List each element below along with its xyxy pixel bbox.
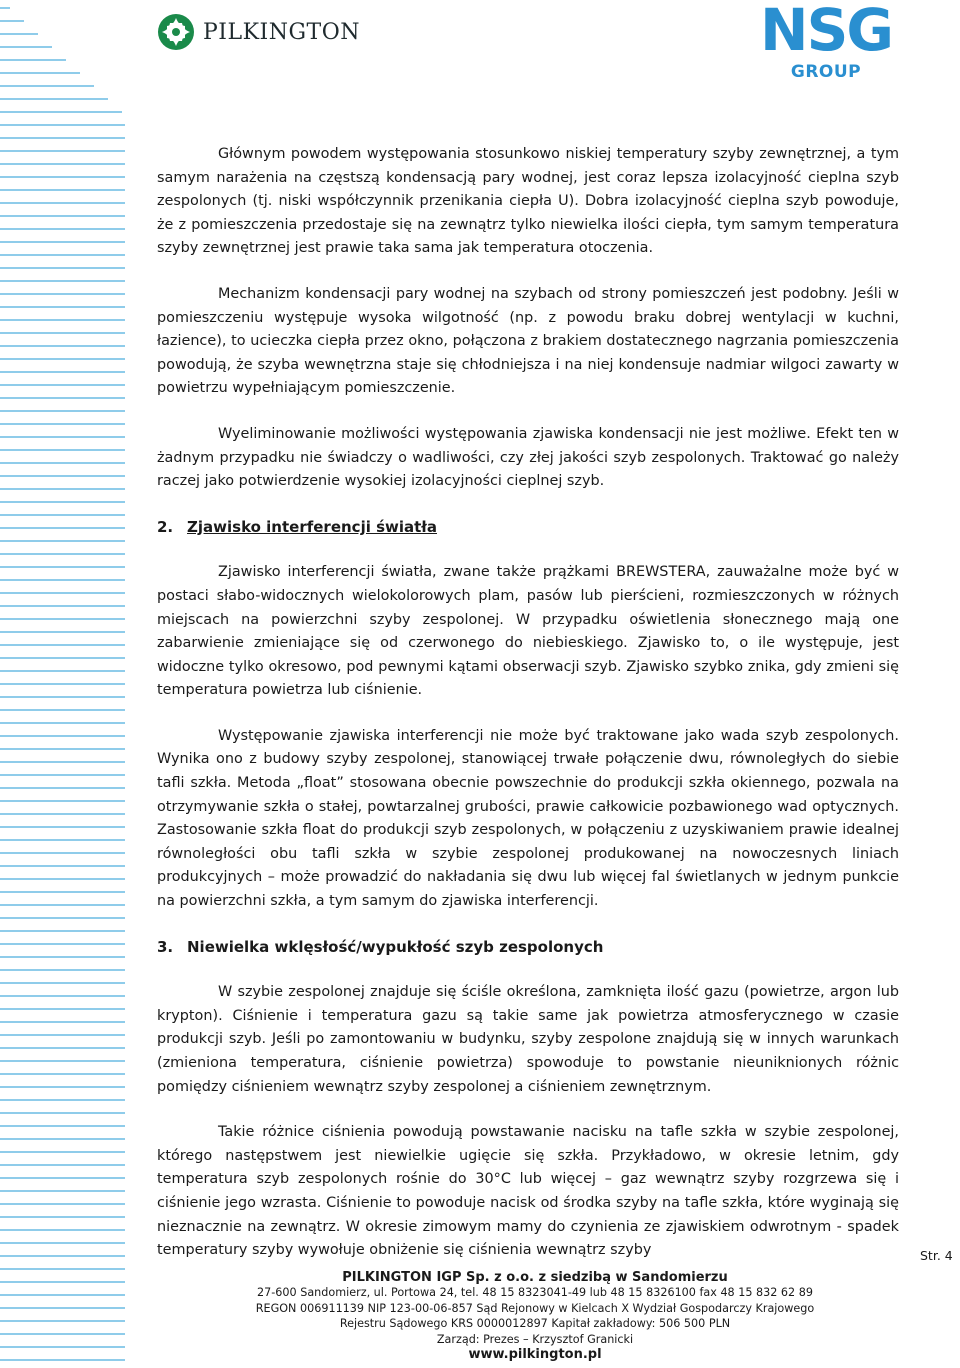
footer-website-link[interactable]: www.pilkington.pl xyxy=(468,1347,602,1363)
decorative-sidebar-lines xyxy=(0,0,140,1368)
paragraph: Zjawisko interferencji światła, zwane także prążkami BREWSTERA, zauważalne może być w postaci słabo-widocznych wielokolorowych plam, pasów lub pierścieni, rozmieszczonych w różnych miejscach na powierzchni szyby zespolonej. W przypadku oświetlenia słonecznego mają one zabarwienie zmieniające się od czerwonego do niebieskiego. Zjawisko to, o ile występuje, jest widoczne tylko okresowo, pod pewnymi kątami obserwacji szyb. Zjawisko szybko znika, gdy zmieni się temperatura powietrza lub ciśnienie. xyxy=(157,564,899,699)
section-title: Zjawisko interferencji światła xyxy=(187,517,437,536)
section-number: 2. xyxy=(157,517,174,536)
footer-registry: Rejestru Sądowego KRS 0000012897 Kapitał zakładowy: 506 500 PLN xyxy=(339,1317,731,1331)
paragraph: Takie różnice ciśnienia powodują powstawanie nacisku na tafle szkła w szybie zespolonej, którego następstwem jest niewielkie ugięcie się szkła. Przykładowo, w okresie letnim, gdy temperatura szyb zespolonych rośnie do 30°C lub więcej – gaz wewnątrz szyby rozgrzewa się i ciśnienie jego wzrasta. Ciśnienie to powoduje nacisk od środka szyby na tafle szkła, które wyginają się nieznacznie na zewnątrz. W okresie zimowym mamy do czynienia ze zjawiskiem odwrotnym - spadek temperatury szyby wywołuje obniżenie się ciśnienia wewnątrz szyby xyxy=(157,1124,899,1259)
company-footer xyxy=(150,1270,920,1362)
nsg-group-text: GROUP xyxy=(790,62,862,82)
nsg-group-logo xyxy=(752,0,902,88)
paragraph: Wyeliminowanie możliwości występowania zjawiska kondensacji nie jest możliwe. Efekt ten w żadnym przypadku nie świadczy o wadliwości, czy złej jakości szyb zespolonych. Traktować go należy raczej jako potwierdzenie wysokiej izolacyjności cieplnej szyb. xyxy=(157,425,899,490)
paragraph: Głównym powodem występowania stosunkowo niskiej temperatury szyby zewnętrznej, a tym samym narażenia na częstszą kondensacją pary wodnej, jest coraz lepsza izolacyjność cieplna szyb zespolonych (tj. niski współczynnik przenikania ciepła U). Dobra izolacyjność cieplna szyb powoduje, że z pomieszczenia przedostaje się na zewnątrz tylko niewielka ilości ciepła, tym samym temperatura szyby zewnętrznej jest prawie taka sama jak temperatura otoczenia. xyxy=(157,146,899,257)
paragraph: W szybie zespolonej znajduje się ściśle określona, zamknięta ilość gazu (powietrze, argon lub krypton). Ciśnienie i temperatura gazu są takie same jak powietrza atmosferycznego w czasie produkcji szyb. Jeśli po zamontowaniu w budynku, szyby zespolone znajdują się w innych warunkach (zmieniona temperatura, ciśnienie powietrza) spowoduje to powstanie nieuniknionych różnic pomiędzy ciśnieniem wewnątrz szyby zespolonej a ciśnieniem zewnętrznym. xyxy=(157,984,899,1095)
footer-registration: REGON 006911139 NIP 123-00-06-857 Sąd Rejonowy w Kielcach X Wydział Gospodarczy Krajowego xyxy=(255,1301,815,1315)
pilkington-wordmark: PILKINGTON xyxy=(203,19,361,45)
page-number: Str. 4 xyxy=(920,1248,953,1263)
paragraph: Mechanizm kondensacji pary wodnej na szybach od strony pomieszczeń jest podobny. Jeśli w pomieszczeniu występuje wysoka wilgotność (np. z powodu braku dobrej wentylacji w kuchni, łazience), to ucieczka ciepła przez okno, połączona z brakiem dostatecznego nagrzania pomieszczenia powodują, że szyba wewnętrzna staje się chłodniejsza i na niej kondensuje nadmiar wilgoci zawarty w powietrzu wypełniającym pomieszczenie. xyxy=(157,285,899,397)
section-title: Niewielka wklęsłość/wypukłość szyb zespolonych xyxy=(187,937,604,956)
pilkington-cross-icon xyxy=(157,13,195,51)
pilkington-logo xyxy=(157,12,360,52)
paragraph: Występowanie zjawiska interferencji nie może być traktowane jako wada szyb zespolonych. Wynika ono z budowy szyby zespolonej, stanowiącej trwałe połączenie dwu, równoległych do siebie tafli szkła. Metoda „float” stosowana obecnie powszechnie do produkcji szkła okiennego, pozwala na otrzymywanie szkła o stałej, powtarzalnej grubości, prawie całkowicie pozbawionego wad optycznych. Zastosowanie szkła float do produkcji szyb zespolonych, w połączeniu z uzyskiwaniem prawie idealnej równoległości obu tafli szkła w szybie zespolonej produkowanej na nowoczesnych liniach produkcyjnych – może prowadzić do nakładania się dwu lub więcej fal świetlanych w jednym punkcie na powierzchni szkła, a tym samym do zjawiska interferencji. xyxy=(157,727,899,910)
footer-address: 27-600 Sandomierz, ul. Portowa 24, tel. 48 15 8323041-49 lub 48 15 8326100 fax 48 15 832 62 89 xyxy=(257,1286,813,1300)
footer-company-name: PILKINGTON IGP Sp. z o.o. z siedzibą w Sandomierzu xyxy=(342,1270,728,1285)
footer-management: Zarząd: Prezes – Krzysztof Granicki xyxy=(436,1332,634,1346)
section-number: 3. xyxy=(157,937,174,956)
document-body xyxy=(157,143,899,1263)
nsg-logo-text: NSG xyxy=(760,0,892,64)
section-heading-2 xyxy=(157,516,899,540)
section-heading-3 xyxy=(157,936,899,960)
